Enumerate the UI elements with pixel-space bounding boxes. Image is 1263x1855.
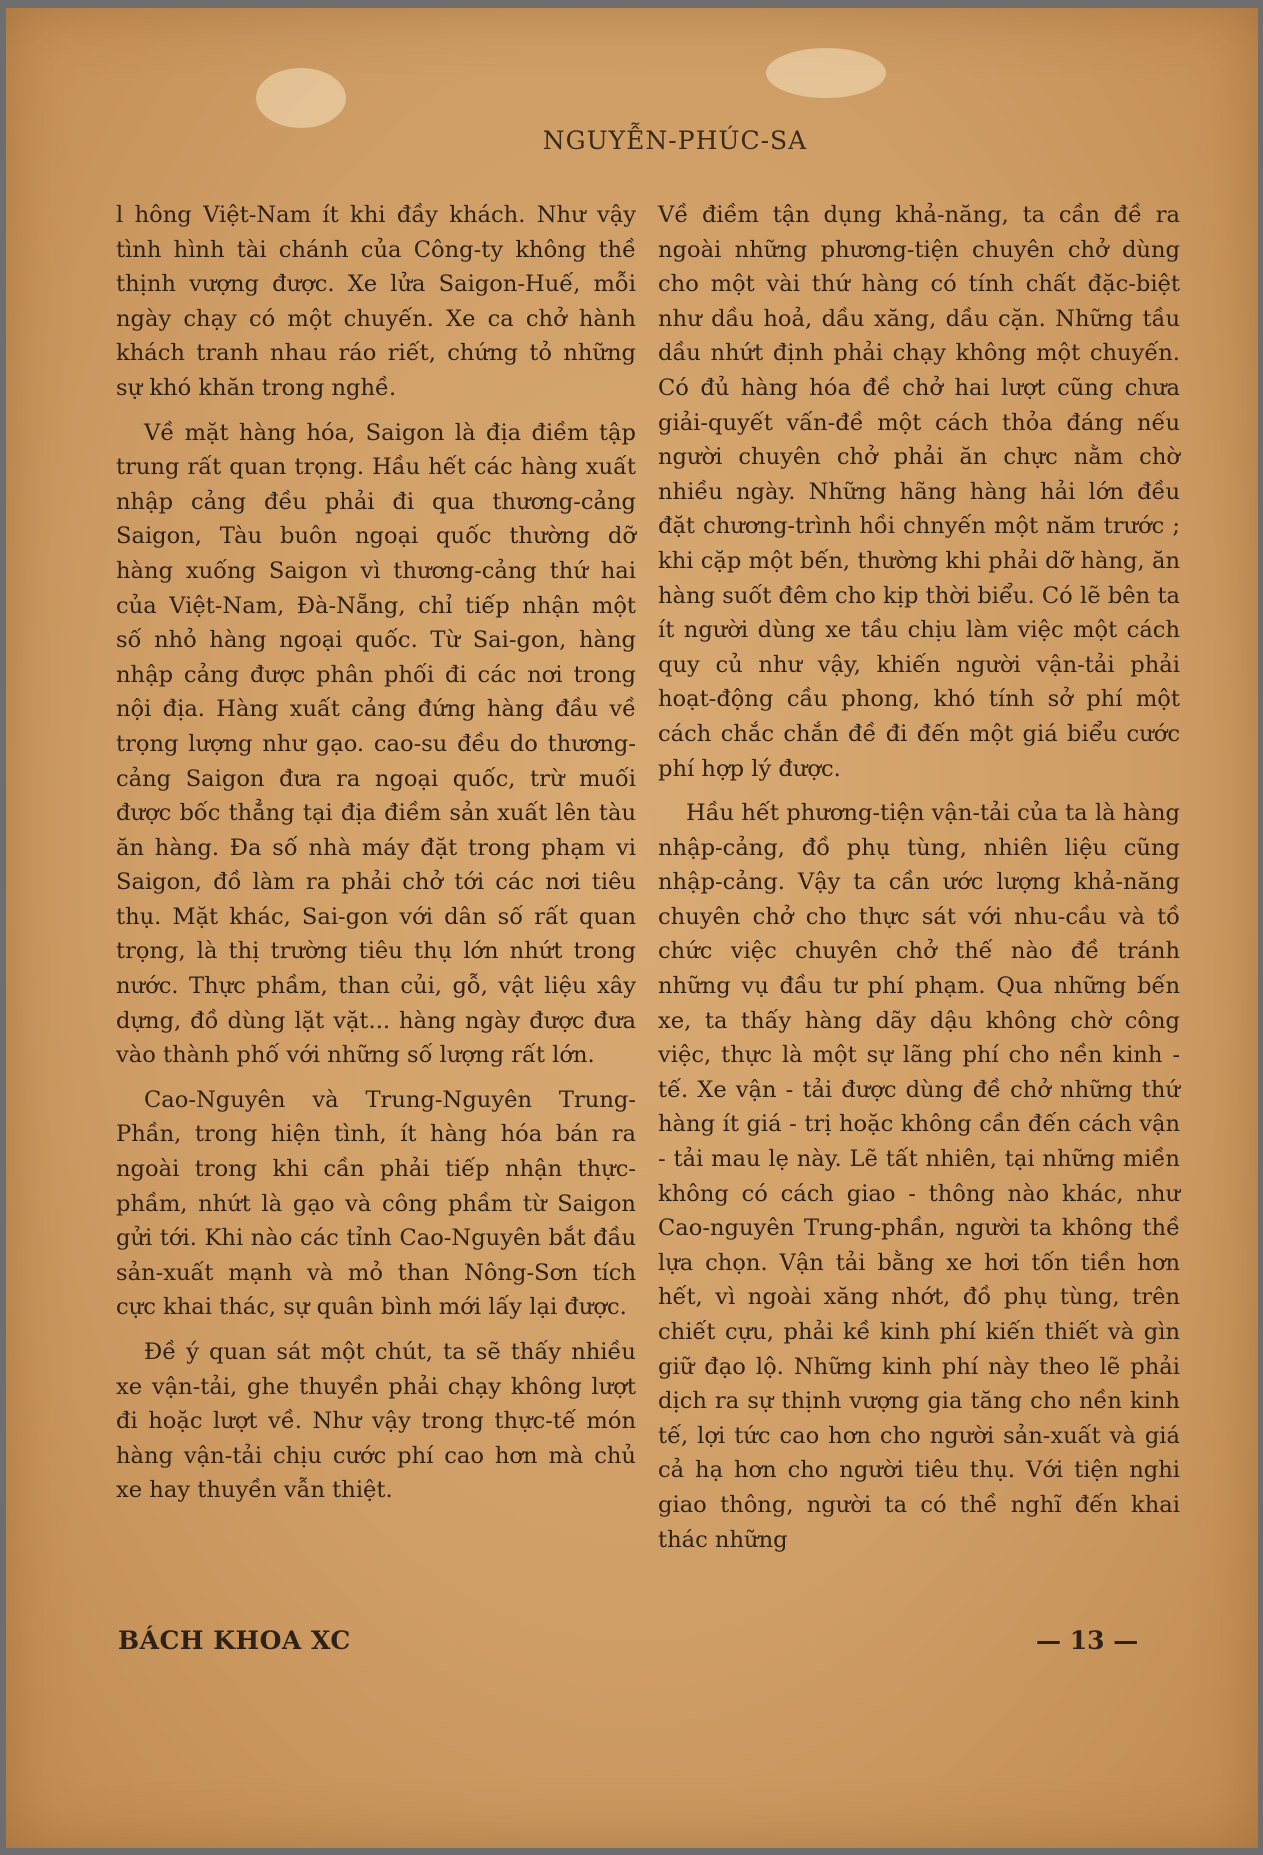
paper-stain xyxy=(256,68,346,128)
running-head: NGUYỄN-PHÚC-SA xyxy=(542,126,808,155)
paragraph: Về mặt hàng hóa, Saigon là địa điềm tập trung rất quan trọng. Hầu hết các hàng xuất nhập cảng đều phải đi qua thương-cảng Saigon, Tàu buôn ngoại quốc thường dỡ hàng xuống Saigon vì thương-cảng thứ hai của Việt-Nam, Đà-Nẵng, chỉ tiếp nhận một số nhỏ hàng ngoại quốc. Từ Sai-gon, hàng nhập cảng được phân phối đi các nơi trong nội địa. Hàng xuất cảng đứng hàng đầu về trọng lượng như gạo. cao-su đều do thương-cảng Saigon đưa ra ngoại quốc, trừ muối được bốc thẳng tại địa điềm sản xuất lên tàu ăn hàng. Đa số nhà máy đặt trong phạm vi Saigon, đồ làm ra phải chở tới các nơi tiêu thụ. Mặt khác, Sai-gon với dân số rất quan trọng, là thị trường tiêu thụ lớn nhứt trong nước. Thực phầm, than củi, gỗ, vật liệu xây dựng, đồ dùng lặt vặt... hàng ngày được đưa vào thành phố với những số lượng rất lớn. xyxy=(116,419,636,1069)
magazine-page xyxy=(6,8,1258,1848)
paper-stain xyxy=(766,48,886,98)
page-number: — 13 — xyxy=(1036,1626,1139,1655)
paragraph: Hầu hết phương-tiện vận-tải của ta là hàng nhập-cảng, đồ phụ tùng, nhiên liệu cũng nhập-cảng. Vậy ta cần ước lượng khả-năng chuyên chở cho thực sát với nhu-cầu và tồ chức việc chuyên chở thế nào đề tránh những vụ đầu tư phí phạm. Qua những bến xe, ta thấy hàng dãy dậu không chờ công việc, thực là một sự lãng phí cho nền kinh - tế. Xe vận - tải được dùng đề chở những thứ hàng ít giá - trị hoặc không cần đến cách vận - tải mau lẹ này. Lẽ tất nhiên, tại những miền không có cách giao - thông nào khác, như Cao-nguyên Trung-phần, người ta không thề lựa chọn. Vận tải bằng xe hơi tốn tiền hơn hết, vì ngoài xăng nhớt, đồ phụ tùng, trên chiết cựu, phải kề kinh phí kiến thiết và gìn giữ đạo lộ. Những kinh phí này theo lẽ phải dịch ra sự thịnh vượng gia tăng cho nền kinh tế, lợi tức cao hơn cho người sản-xuất và giá cả hạ hơn cho người tiêu thụ. Với tiện nghi giao thông, người ta có thề nghĩ đến khai thác những xyxy=(658,800,1180,1553)
paragraph: Về điềm tận dụng khả-năng, ta cần đề ra ngoài những phương-tiện chuyên chở dùng cho một vài thứ hàng có tính chất đặc-biệt như dầu hoả, dầu xăng, dầu cặn. Những tầu dầu nhứt định phải chạy không một chuyến. Có đủ hàng hóa đề chở hai lượt cũng chưa giải-quyết vấn-đề một cách thỏa đáng nếu người chuyên chở phải ăn chực nằm chờ nhiều ngày. Những hãng hàng hải lớn đều đặt chương-trình hồi chnyến một năm trước ; khi cặp một bến, thường khi phải dỡ hàng, ăn hàng suốt đêm cho kịp thời biểu. Có lẽ bên ta ít người dùng xe tầu chịu làm việc một cách quy củ như vậy, khiến người vận-tải phải hoạt-động cầu phong, khó tính sở phí một cách chắc chắn đề đi đến một giá biểu cước phí hợp lý được. xyxy=(658,202,1180,782)
paragraph: Cao-Nguyên và Trung-Nguyên Trung-Phần, trong hiện tình, ít hàng hóa bán ra ngoài trong khi cần phải tiếp nhận thực-phầm, nhứt là gạo và công phầm từ Saigon gửi tới. Khi nào các tỉnh Cao-Nguyên bắt đầu sản-xuất mạnh và mỏ than Nông-Sơn tích cực khai thác, sự quân bình mới lấy lại được. xyxy=(116,1086,636,1321)
paragraph: Đề ý quan sát một chút, ta sẽ thấy nhiều xe vận-tải, ghe thuyền phải chạy không lượt đi hoặc lượt về. Như vậy trong thực-tế món hàng vận-tải chịu cước phí cao hơn mà chủ xe hay thuyền vẫn thiệt. xyxy=(116,1339,636,1504)
magazine-name: BÁCH KHOA XC xyxy=(118,1626,351,1655)
right-column xyxy=(658,198,1180,1567)
left-column xyxy=(116,198,636,1518)
paragraph: l hông Việt-Nam ít khi đầy khách. Như vậy tình hình tài chánh của Công-ty không thề thịnh vượng được. Xe lửa Saigon-Huế, mỗi ngày chạy có một chuyến. Xe ca chở hành khách tranh nhau ráo riết, chứng tỏ những sự khó khăn trong nghề. xyxy=(116,202,636,401)
